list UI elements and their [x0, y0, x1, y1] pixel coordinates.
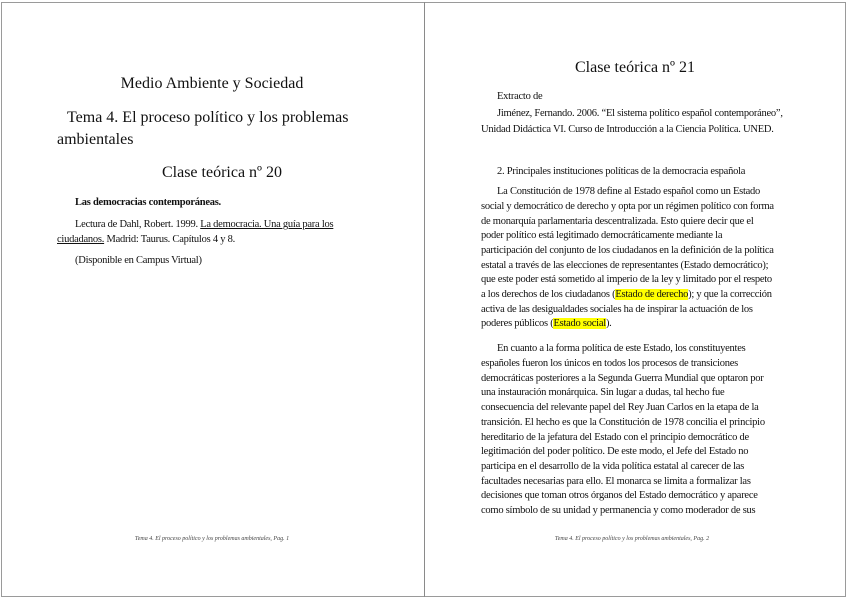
- reading-line-1: [75, 219, 333, 230]
- topic-title-line-2: ambientales: [57, 131, 134, 148]
- paragraph-line: poder político está legitimado democráticamente mediante la: [481, 230, 723, 241]
- paragraph-line: social y democrático de derecho y opta por un régimen político con forma: [481, 201, 774, 212]
- reading-title-link[interactable]: La democracia. Una guía para los: [200, 219, 334, 230]
- reading-prefix: Lectura de Dahl, Robert. 1999.: [75, 219, 201, 230]
- topic-title-line-1: Tema 4. El proceso político y los problemas: [67, 109, 349, 126]
- class-title: Clase teórica nº 21: [574, 59, 696, 76]
- text-segment: ); y que la corrección: [688, 289, 772, 300]
- paragraph-line: activa de las desigualdades sociales ha de inspirar la actuación de los: [481, 304, 753, 315]
- class-title: Clase teórica nº 20: [161, 164, 283, 181]
- paragraph-line: [481, 318, 612, 329]
- paragraph-line: una instauración monárquica. Sin lugar a dudas, tal hecho fue: [481, 387, 725, 398]
- paragraph-line: participa en el desarrollo de la vida política estatal al carecer de las: [481, 461, 745, 472]
- paragraph-line: como símbolo de su unidad y permanencia y como moderador de sus: [481, 505, 756, 516]
- paragraph-line: que este poder está sometido al imperio de la ley y limitado por el respeto: [481, 274, 772, 285]
- reference-line-2: Unidad Didáctica VI. Curso de Introducción a la Ciencia Política. UNED.: [481, 124, 774, 135]
- page-divider: [424, 2, 425, 597]
- reading-suffix: Madrid: Taurus. Capítulos 4 y 8.: [104, 234, 235, 245]
- text-segment: poderes públicos (: [481, 318, 554, 329]
- course-title: Medio Ambiente y Sociedad: [120, 75, 304, 92]
- paragraph-line: hereditario de la jefatura del Estado con el principio democrático de: [481, 432, 749, 443]
- highlighted-term: Estado social: [553, 318, 606, 329]
- paragraph-line: participación del conjunto de los ciudadanos en la definición de la política: [481, 245, 774, 256]
- availability-note: (Disponible en Campus Virtual): [75, 255, 202, 266]
- section-heading: 2. Principales instituciones políticas de la democracia española: [497, 166, 746, 177]
- extract-label: Extracto de: [497, 91, 543, 102]
- paragraph-line: legitimación del poder político. De este modo, el Jefe del Estado no: [481, 446, 749, 457]
- highlighted-term: Estado de derecho: [615, 289, 689, 300]
- paragraph-line: consecuencia del relevante papel del Rey Juan Carlos en la etapa de la: [481, 402, 759, 413]
- paragraph-line: españoles fueron los únicos en todos los procesos de transiciones: [481, 358, 738, 369]
- paragraph-line: de monarquía parlamentaria descentralizada. Esto quiere decir que el: [481, 216, 754, 227]
- paragraph-line: transición. El hecho es que la Constitución de 1978 concilia el principio: [481, 417, 765, 428]
- page-footer: Tema 4. El proceso político y los problemas ambientales, Pag. 1: [134, 536, 290, 542]
- reading-line-2: [57, 234, 235, 245]
- text-segment: ).: [605, 318, 612, 329]
- text-segment: a los derechos de los ciudadanos (: [481, 289, 616, 300]
- page-footer: Tema 4. El proceso político y los problemas ambientales, Pag. 2: [554, 536, 710, 542]
- paragraph-line: La Constitución de 1978 define al Estado español como un Estado: [497, 186, 761, 197]
- reference-line-1: Jiménez, Fernando. 2006. “El sistema político español contemporáneo”,: [497, 108, 783, 119]
- reading-title-link-cont[interactable]: ciudadanos.: [57, 234, 105, 245]
- paragraph-line: democráticas posteriores a la Segunda Guerra Mundial que optaron por: [481, 373, 764, 384]
- paragraph-line: facultades necesarias para ello. El monarca se limita a formalizar las: [481, 476, 751, 487]
- paragraph-line: [481, 289, 772, 300]
- section-heading: Las democracias contemporáneas.: [75, 197, 221, 208]
- paragraph-line: En cuanto a la forma política de este Estado, los constituyentes: [497, 343, 746, 354]
- paragraph-line: estatal a través de las elecciones de representantes (Estado democrático);: [481, 260, 769, 271]
- paragraph-line: decisiones que toman otros órganos del Estado democrático y aparece: [481, 490, 758, 501]
